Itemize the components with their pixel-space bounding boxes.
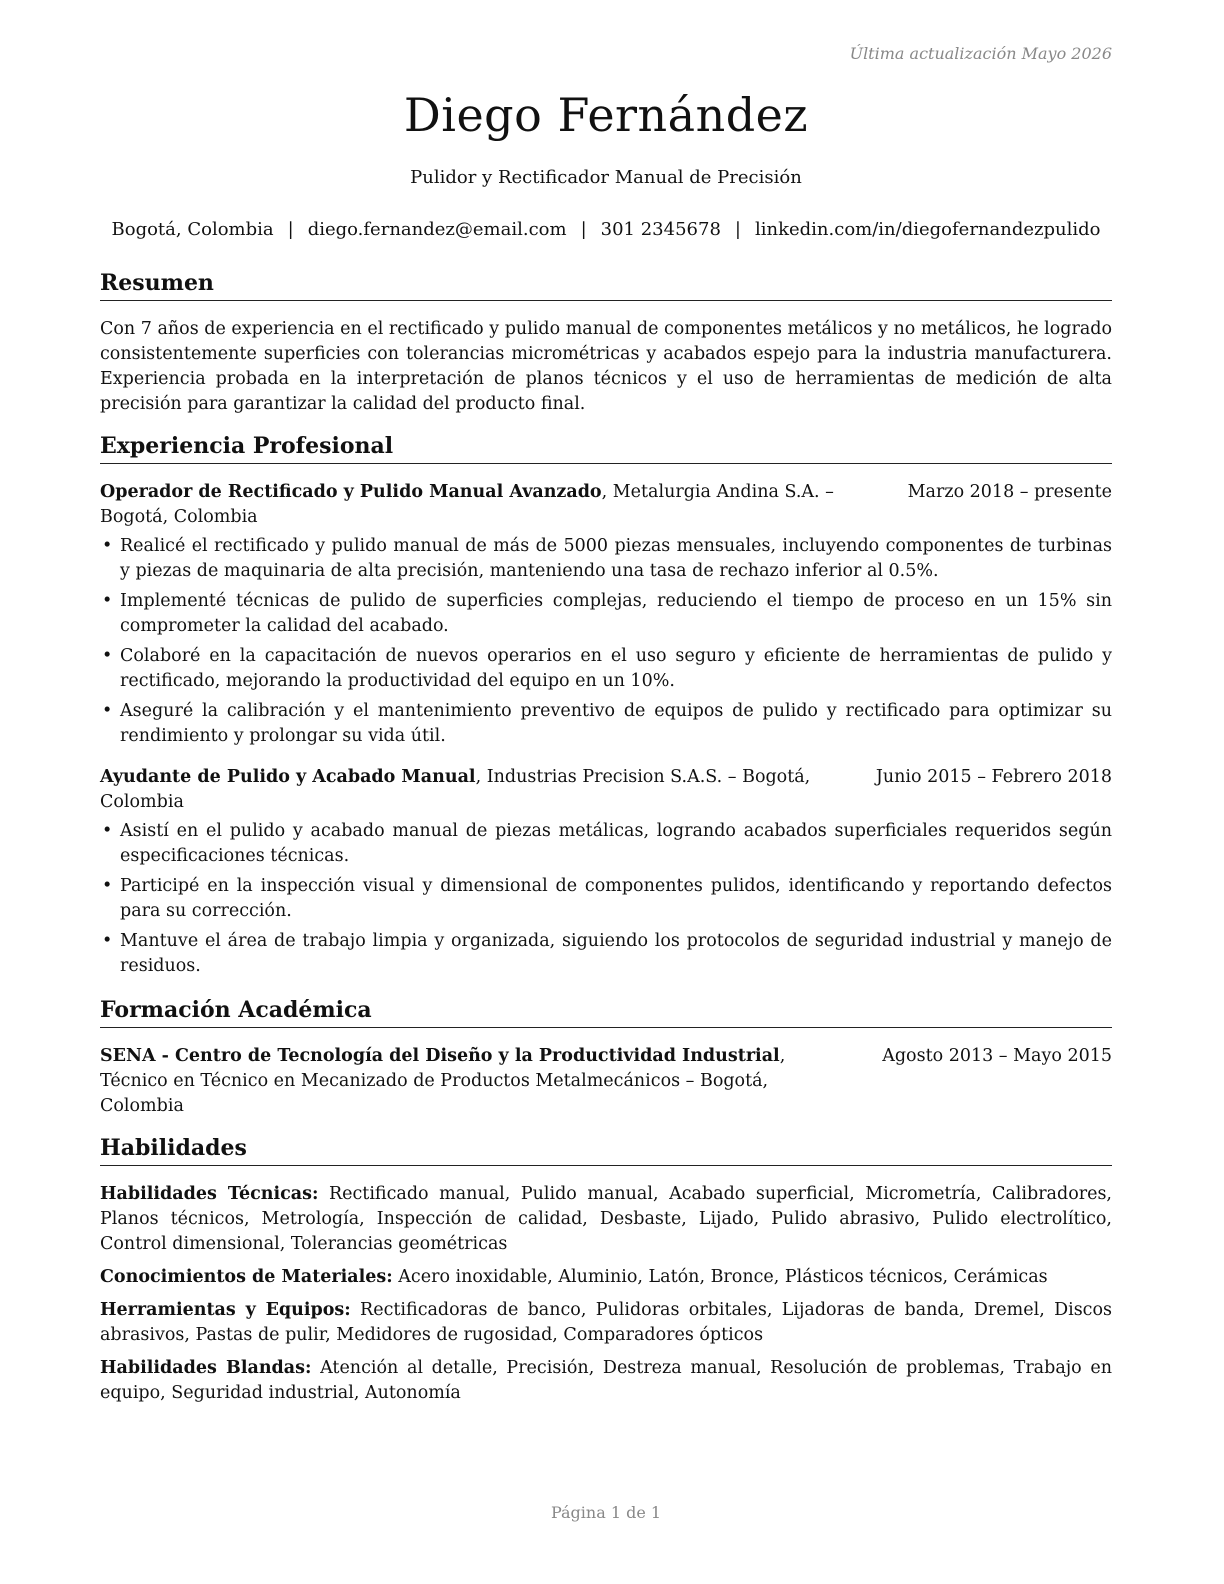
job-bullets [100, 819, 1112, 979]
list-item [100, 874, 1112, 924]
job-entry [100, 480, 1112, 749]
job-role: Ayudante de Pulido y Acabado Manual [100, 767, 476, 787]
bullet-text: Realicé el rectificado y pulido manual de más de 5000 piezas mensuales, incluyendo componentes de turbinas y piezas de maquinaria de alta precisión, manteniendo una tasa de rechazo inferior al 0.5%. [120, 536, 1112, 581]
section-heading: Habilidades [100, 1133, 1112, 1166]
experience-section [100, 431, 1112, 979]
list-item [100, 819, 1112, 869]
resume-page [100, 0, 1112, 1584]
skill-label: Habilidades Técnicas: [100, 1184, 319, 1204]
bullet-icon: • [102, 876, 113, 896]
resume-content [100, 268, 1112, 1420]
list-item [100, 644, 1112, 694]
summary-text: Con 7 años de experiencia en el rectificado y pulido manual de componentes metálicos y no metálicos, he logrado consistentemente superficies con tolerancias micrométricas y acabados espejo para la industria manufacturera. Experiencia probada en la interpretación de planos técnicos y el uso de herramientas de medición de alta precisión para garantizar la calidad del producto final. [100, 319, 1112, 414]
list-item [100, 589, 1112, 639]
skill-group [100, 1265, 1112, 1290]
contact-email[interactable]: diego.fernandez@email.com [307, 219, 567, 240]
education-dates: Agosto 2013 – Mayo 2015 [882, 1046, 1112, 1066]
skill-value: Atención al detalle, Precisión, Destreza manual, Resolución de problemas, Trabajo en equipo, Seguridad industrial, Autonomía [100, 1358, 1112, 1403]
skill-value: Acero inoxidable, Aluminio, Latón, Bronce, Plásticos técnicos, Cerámicas [392, 1267, 1048, 1287]
bullet-icon: • [102, 701, 113, 721]
job-role: Operador de Rectificado y Pulido Manual Avanzado [100, 482, 602, 502]
contact-location: Bogotá, Colombia [111, 219, 274, 240]
contact-linkedin[interactable]: linkedin.com/in/diegofernandezpulido [754, 219, 1101, 240]
page-number: Página 1 de 1 [550, 1503, 662, 1522]
job-company: , Metalurgia Andina S.A. – Bogotá, Colombia [100, 482, 834, 527]
bullet-text: Colaboré en la capacitación de nuevos operarios en el uso seguro y eficiente de herramientas de pulido y rectificado, mejorando la productividad del equipo en un 10%. [120, 646, 1112, 691]
skill-group [100, 1182, 1112, 1257]
contact-separator: | [734, 219, 741, 240]
job-bullets [100, 534, 1112, 749]
section-heading: Formación Académica [100, 995, 1112, 1028]
skill-label: Herramientas y Equipos: [100, 1300, 351, 1320]
education-details [100, 1044, 882, 1119]
contact-phone: 301 2345678 [600, 219, 721, 240]
contact-line [100, 219, 1112, 240]
job-dates: Marzo 2018 – presente [907, 482, 1112, 502]
job-entry [100, 765, 1112, 979]
candidate-name: Diego Fernández [403, 88, 809, 142]
bullet-text: Implementé técnicas de pulido de superficies complejas, reduciendo el tiempo de proceso en un 15% sin comprometer la calidad del acabado. [120, 591, 1112, 636]
list-item [100, 699, 1112, 749]
skills-section [100, 1133, 1112, 1406]
bullet-text: Participé en la inspección visual y dimensional de componentes pulidos, identificando y reportando defectos para su corrección. [120, 876, 1112, 921]
bullet-icon: • [102, 931, 113, 951]
summary-section [100, 268, 1112, 417]
section-heading: Resumen [100, 268, 1112, 301]
skill-label: Conocimientos de Materiales: [100, 1267, 393, 1287]
bullet-text: Aseguré la calibración y el mantenimiento preventivo de equipos de pulido y rectificado para optimizar su rendimiento y prolongar su vida útil. [120, 701, 1112, 746]
education-degree: , Técnico en Técnico en Mecanizado de Productos Metalmecánicos – Bogotá, Colombia [100, 1046, 786, 1116]
skill-value: Rectificadoras de banco, Pulidoras orbitales, Lijadoras de banda, Dremel, Discos abrasivos, Pastas de pulir, Medidores de rugosidad, Comparadores ópticos [100, 1300, 1112, 1345]
last-updated: Última actualización Mayo 2026 [849, 44, 1112, 63]
job-header [100, 480, 1112, 530]
bullet-text: Asistí en el pulido y acabado manual de piezas metálicas, logrando acabados superficiales requeridos según especificaciones técnicas. [120, 821, 1112, 866]
contact-separator: | [580, 219, 587, 240]
skill-label: Habilidades Blandas: [100, 1358, 312, 1378]
bullet-icon: • [102, 591, 113, 611]
job-dates: Junio 2015 – Febrero 2018 [875, 767, 1112, 787]
list-item [100, 929, 1112, 979]
skill-value: Rectificado manual, Pulido manual, Acabado superficial, Micrometría, Calibradores, Planos técnicos, Metrología, Inspección de calidad, Desbaste, Lijado, Pulido abrasivo, Pulido electrolítico, Control dimensional, Tolerancias geométricas [100, 1184, 1112, 1254]
list-item [100, 534, 1112, 584]
education-section [100, 995, 1112, 1119]
bullet-icon: • [102, 821, 113, 841]
education-entry [100, 1044, 1112, 1119]
section-heading: Experiencia Profesional [100, 431, 1112, 464]
job-company: , Industrias Precision S.A.S. – Bogotá, Colombia [100, 767, 811, 812]
skill-group [100, 1298, 1112, 1348]
bullet-icon: • [102, 536, 113, 556]
job-title: Pulidor y Rectificador Manual de Precisión [410, 167, 802, 188]
education-institution: SENA - Centro de Tecnología del Diseño y la Productividad Industrial [100, 1046, 780, 1066]
bullet-text: Mantuve el área de trabajo limpia y organizada, siguiendo los protocolos de seguridad industrial y manejo de residuos. [120, 931, 1112, 976]
job-header [100, 765, 1112, 815]
job-role-company [100, 480, 908, 530]
bullet-icon: • [102, 646, 113, 666]
contact-separator: | [287, 219, 294, 240]
skill-group [100, 1356, 1112, 1406]
job-role-company [100, 765, 876, 815]
